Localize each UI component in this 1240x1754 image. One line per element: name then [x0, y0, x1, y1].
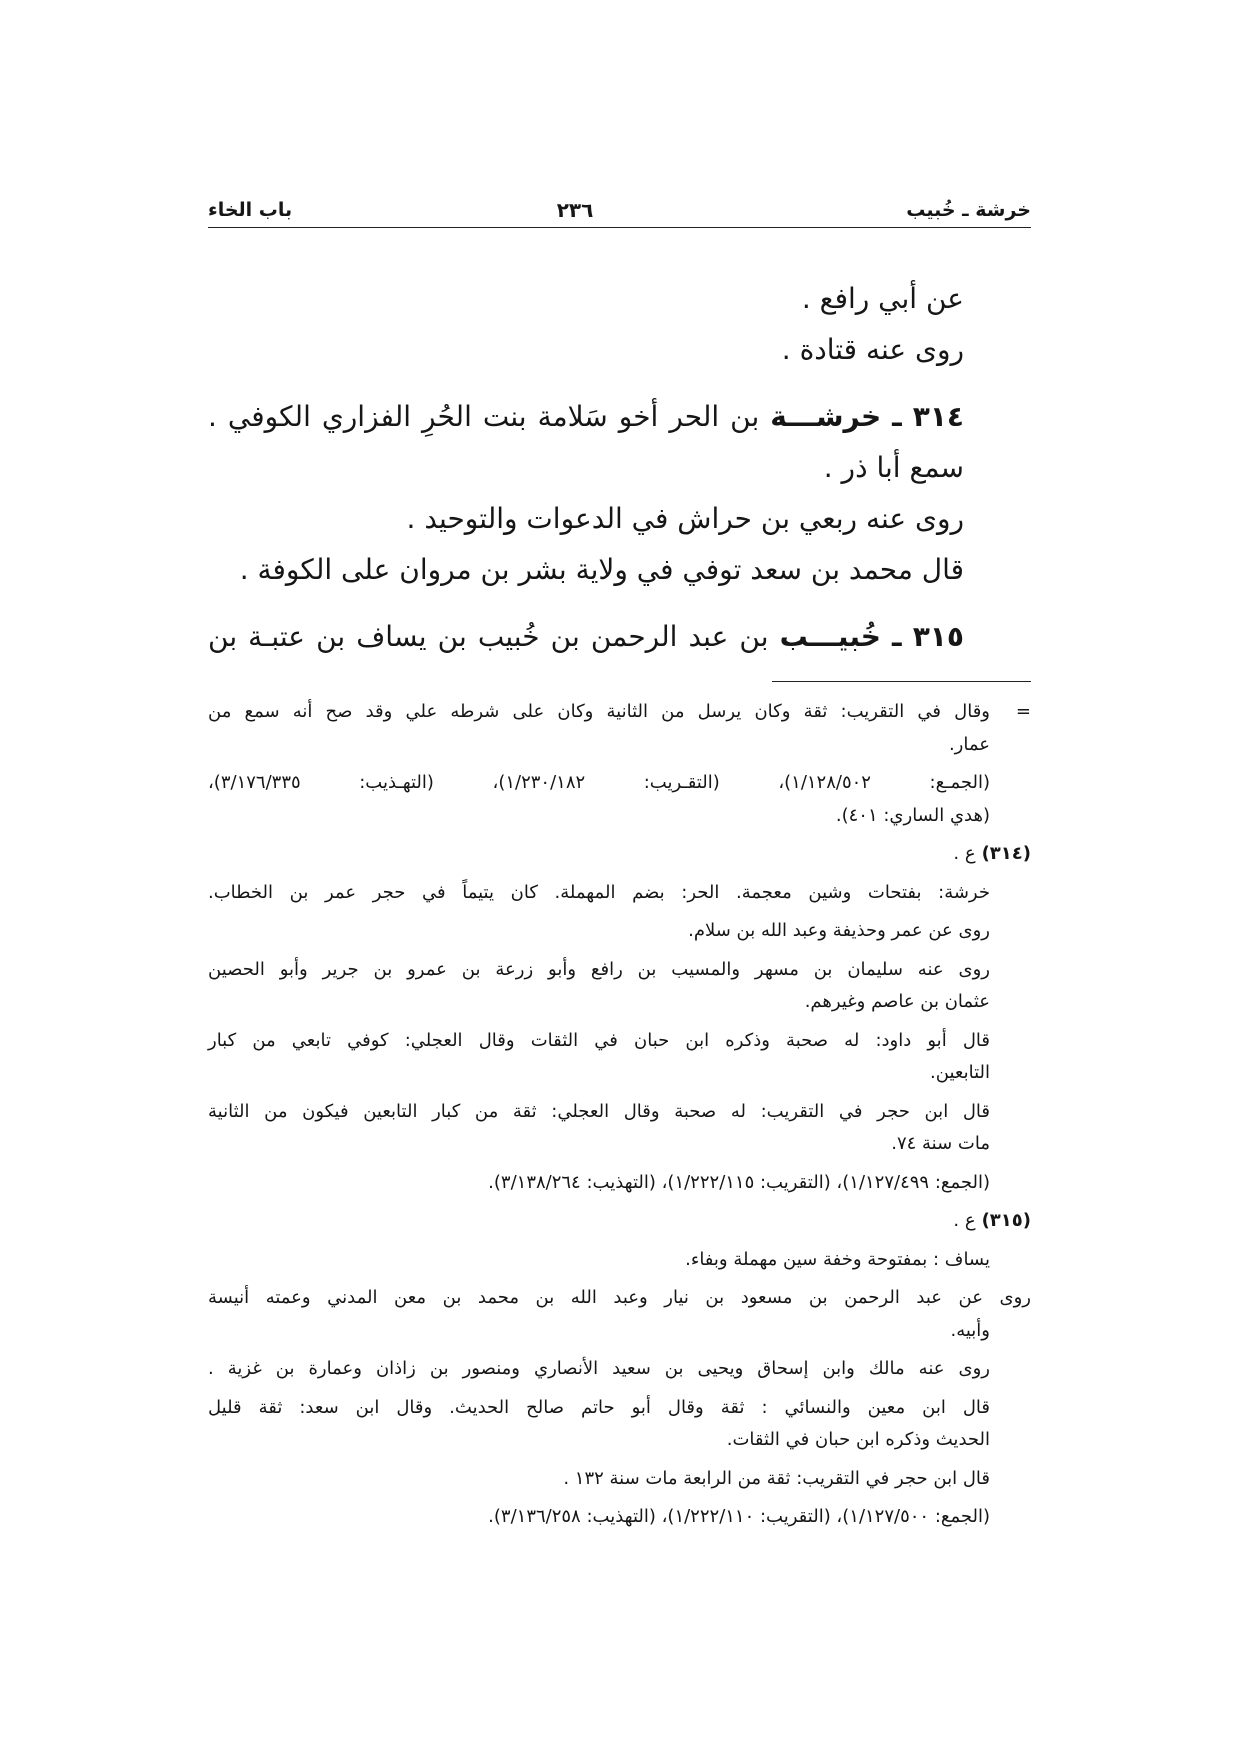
footnote-line: [208, 954, 1031, 987]
main-text-line: عن أبي رافع .: [801, 282, 964, 315]
main-text-line: سمع أبا ذر .: [823, 451, 964, 484]
footnote-text: قال ابن معين والنسائي : ثقة وقال أبو حاتم صالح الحديث. وقال ابن سعد: ثقة قليل: [208, 1396, 990, 1418]
footnote-text: عمار.: [948, 733, 990, 755]
chapter-title: باب الخاء: [208, 199, 293, 221]
footnote-line: [208, 1424, 1031, 1457]
footnote-text: الحديث وذكره ابن حبان في الثقات.: [726, 1429, 990, 1450]
footnote-line: [208, 1282, 1031, 1315]
footnote-separator: [772, 681, 1031, 682]
footnote-text: ع .: [953, 1210, 976, 1231]
footnotes: [208, 696, 1031, 1534]
footnote-line: [208, 1057, 1031, 1090]
page-number: ٢٣٦: [556, 198, 594, 222]
footnote-citation: (الجمع: ١/١٢٧/٤٩٩)، (التقريب: ١/٢٢٢/١١٥)، (التهذيب: ٣/١٣٨/٢٦٤).: [488, 1171, 990, 1193]
footnote-line: [208, 986, 1031, 1019]
footnote-text: عثمان بن عاصم وغيرهم.: [804, 991, 990, 1012]
footnote-text: روى عنه مالك وابن إسحاق ويحيى بن سعيد الأنصاري ومنصور بن زاذان وعمارة بن غزية .: [208, 1358, 990, 1379]
footnote-text: التابعين.: [930, 1062, 990, 1083]
footnote-line: [208, 915, 1031, 948]
footnote-line: [208, 1096, 1031, 1129]
main-text-line: قال محمد بن سعد توفي في ولاية بشر بن مروان على الكوفة .: [239, 553, 964, 586]
footnote-text: قال ابن حجر في التقريب: له صحبة وقال العجلي: ثقة من كبار التابعين فيكون من الثانية: [208, 1100, 990, 1122]
footnote-text: روى عنه سليمان بن مسهر والمسيب بن رافع وأبو زرعة بن عمرو بن جرير وأبو الحصين: [208, 958, 990, 980]
entry-text: بن الحر أخو سَلامة بنت الحُرِ الفزاري الكوفي .: [208, 400, 760, 433]
biography-entry-heading: [208, 391, 964, 442]
footnote-line: [208, 1205, 1031, 1238]
footnote-line: [208, 767, 1031, 800]
footnote-line: [208, 800, 1031, 833]
footnote-line: [208, 1501, 1031, 1534]
footnote-text: روى عن عبد الرحمن بن مسعود بن نيار وعبد الله بن محمد بن معن المدني وعمته أنيسة: [208, 1287, 1031, 1308]
footnote-text: قال أبو داود: له صحبة وذكره ابن حبان في الثقات وقال العجلي: كوفي تابعي من كبار: [208, 1029, 990, 1051]
main-text: [208, 273, 964, 662]
footnote-text: يساف : بمفتوحة وخفة سين مهملة وبفاء.: [685, 1248, 990, 1270]
continuation-marker: =: [1015, 701, 1031, 722]
footnote-text: وقال في التقريب: ثقة وكان يرسل من الثانية وكان على شرطه علي وقد صح أنه سمع من: [208, 701, 990, 722]
entry-name: خُبيـــب: [779, 620, 881, 653]
footnote-text: قال ابن حجر في التقريب: ثقة من الرابعة مات سنة ١٣٢ .: [563, 1467, 990, 1489]
entry-text: بن عبد الرحمن بن خُبيب بن يساف بن عتبـة بن: [208, 620, 769, 653]
footnote-line: [208, 1353, 1031, 1386]
entry-number: ٣١٥: [912, 620, 964, 653]
footnote-citation: (هدي الساري: ٤٠١).: [835, 804, 990, 826]
footnote-line: [208, 1463, 1031, 1496]
footnote-line: [208, 1025, 1031, 1058]
running-head: [208, 196, 1031, 224]
footnote-line: [208, 1315, 1031, 1348]
footnote-line: [208, 1392, 1031, 1425]
footnote-text: روى عن عمر وحذيفة وعبد الله بن سلام.: [688, 920, 990, 941]
footnote-line: [208, 696, 1031, 729]
footnote-line: [208, 729, 1031, 762]
footnote-text: خرشة: بفتحات وشين معجمة. الحر: بضم المهملة. كان يتيماً في حجر عمر بن الخطاب.: [208, 881, 990, 903]
entry-number: ٣١٤: [912, 400, 965, 433]
main-text-line: روى عنه قتادة .: [781, 333, 964, 366]
footnote-line: [208, 1244, 1031, 1277]
header-rule: [208, 227, 1031, 228]
footnote-line: [208, 1128, 1031, 1161]
footnote-citation: (الجمع: ١/١٢٧/٥٠٠)، (التقريب: ١/٢٢٢/١١٠)، (التهذيب: ٣/١٣٦/٢٥٨).: [488, 1506, 990, 1527]
biography-entry-heading: [208, 611, 964, 662]
footnote-text: مات سنة ٧٤.: [891, 1133, 990, 1154]
footnote-text: ع .: [953, 843, 976, 864]
running-head-title: خرشة ـ خُبيب: [906, 199, 1031, 221]
footnote-line: [208, 838, 1031, 871]
entry-name: خرشـــة: [770, 400, 882, 433]
main-text-line: روى عنه ربعي بن حراش في الدعوات والتوحيد .: [406, 502, 964, 535]
footnote-citation: (الجمـع: ١/١٢٨/٥٠٢)، (التقـريب: ١/٢٣٠/١٨٢)، (التهـذيب: ٣/١٧٦/٣٣٥)،: [208, 772, 990, 793]
entry-dash: ـ: [892, 620, 902, 653]
footnote-marker: (٣١٤): [981, 843, 1031, 864]
footnote-line: [208, 877, 1031, 910]
footnote-line: [208, 1167, 1031, 1200]
footnote-text: وأبيه.: [950, 1319, 990, 1341]
entry-dash: ـ: [892, 400, 902, 433]
footnote-marker: (٣١٥): [981, 1210, 1031, 1231]
